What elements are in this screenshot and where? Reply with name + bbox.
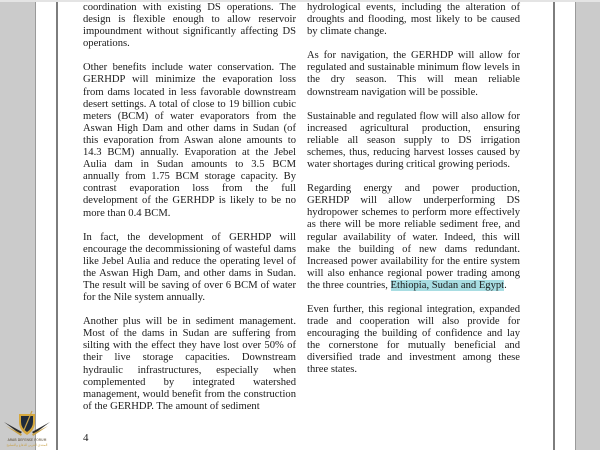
shield-wings-logo-icon — [2, 408, 52, 440]
page-number: 4 — [83, 432, 89, 444]
watermark-title: ARAB DEFENSE FORUM — [7, 438, 47, 442]
paragraph: In fact, the development of GERHDP will encourage the decommissioning of wasteful dams like Jebel Aulia and reduce the operating level of the Aswan High Dam, and other dams in Sudan. The result will be saving of over 6 BCM of water for the Nile system annually. — [83, 231, 296, 304]
paragraph: As for navigation, the GERHDP will allow for regulated and sustainable minimum flow levels in the dry season. This will mean reliable downstream navigation will be possible. — [307, 50, 520, 98]
paragraph: hydrological events, including the alteration of droughts and flooding, most likely to be caused by climate change. — [307, 2, 520, 38]
left-text-column — [83, 2, 296, 425]
paragraph-end: . — [504, 279, 507, 291]
paragraph-text: Regarding energy and power production, GERHDP will allow underperforming DS hydropower schemes to perform more effectively as there will be more reliable sediment free, and regular availability of water. Indeed, this will make the building of new dams redundant. Increased power availability for the entire system will also enhance regional power trading among the three countries, — [307, 183, 520, 291]
paragraph: coordination with existing DS operations. The design is flexible enough to allow reservoir impoundment without significantly affecting DS operations. — [83, 2, 296, 50]
right-margin-line — [553, 2, 555, 450]
highlighted-text-selection[interactable]: Ethiopia, Sudan and Egypt — [390, 279, 505, 291]
watermark-logo — [2, 408, 52, 450]
paragraph-with-highlight — [307, 183, 520, 292]
paragraph: Even further, this regional integration, expanded trade and cooperation will also provide for encouraging the building of confidence and lay the cornerstone for mutually beneficial and diversified trade and investment among these three states. — [307, 303, 520, 376]
right-text-column — [307, 2, 520, 389]
watermark-subtitle: المنتدى العربي للدفاع والتسليح — [6, 443, 48, 447]
paragraph: Sustainable and regulated flow will also allow for increased agricultural production, ensuring reliable all season supply to DS irrigation schemes, thus, reducing harvest losses caused by water shortages during critical growing periods. — [307, 110, 520, 171]
paragraph: Other benefits include water conservation. The GERHDP will minimize the evaporation loss from dams located in less favorable downstream desert settings. A total of close to 19 billion cubic meters (BCM) of water evaporators from the Aswan High Dam and other dams in Sudan (of this evaporation from Aswan alone amounts to 14.3 BCM) annually. Evaporation at the Jebel Aulia dam in Sudan amounts to 3.5 BCM annually from 1.75 BCM storage capacity. By contrast evaporation loss from the full development of the GERHDP is likely to be no more than 0.4 BCM. — [83, 62, 296, 219]
paragraph: Another plus will be in sediment management. Most of the dams in Sudan are suffering from silting with the effect they have lost over 50% of their live storage capacities. Downstream hydraulic infrastructures, especially when complemented by integrated watershed management, would benefit from the construction of the GERHDP. The amount of sediment — [83, 316, 296, 412]
left-margin-line — [56, 2, 58, 450]
